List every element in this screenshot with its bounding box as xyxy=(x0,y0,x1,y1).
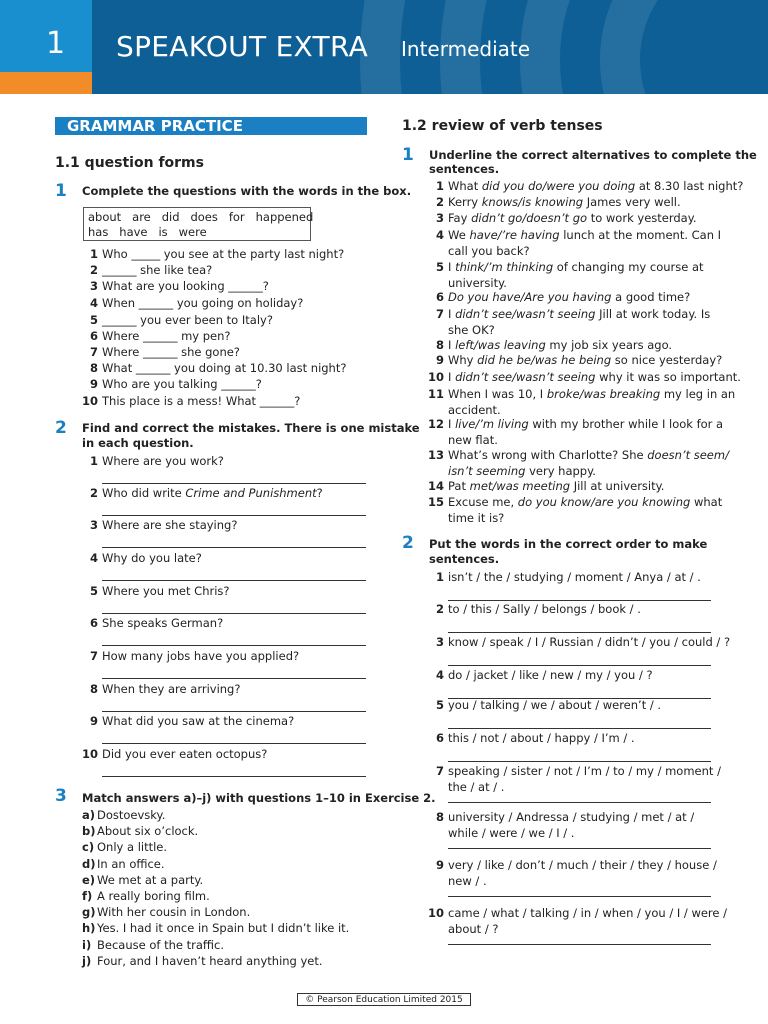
exercise-instruction: sentences. xyxy=(429,162,500,176)
item-text-part: When I was 10, I xyxy=(448,387,547,401)
book-level: Intermediate xyxy=(401,37,531,61)
sentence-item-continued xyxy=(448,464,728,480)
item-text xyxy=(448,370,741,386)
item-number: 15 xyxy=(428,495,445,509)
item-text xyxy=(448,338,672,354)
item-number: 10 xyxy=(82,394,99,408)
item-letter: a) xyxy=(82,808,96,822)
sentence-item-continued xyxy=(448,511,728,527)
answer-item xyxy=(82,921,372,937)
answer-item xyxy=(82,873,372,889)
answer-item xyxy=(82,889,372,905)
question-item xyxy=(82,518,372,534)
item-text: ______ she like tea? xyxy=(102,263,213,277)
item-text: ______ you ever been to Italy? xyxy=(102,313,273,327)
exercise-instruction: Put the words in the correct order to make xyxy=(429,537,708,551)
jumbled-sentence-continued: about / ? xyxy=(448,921,499,936)
item-alternatives: didn’t see/wasn’t seeing xyxy=(455,307,596,321)
item-number: 14 xyxy=(428,479,445,493)
item-letter: h) xyxy=(82,921,96,936)
question-item xyxy=(82,263,372,279)
answer-line xyxy=(448,728,711,729)
item-number: 10 xyxy=(82,747,99,761)
item-text-part: accident. xyxy=(448,402,501,417)
item-text xyxy=(448,260,704,276)
item-text: How many jobs have you applied? xyxy=(102,649,300,663)
item-number: 8 xyxy=(89,682,98,696)
item-text-part: I xyxy=(448,370,456,384)
item-text-part: Jill at university. xyxy=(570,479,665,493)
item-text: We met at a party. xyxy=(97,872,204,887)
item-number: 2 xyxy=(435,195,444,209)
sentence-item xyxy=(428,387,736,403)
answer-item xyxy=(82,857,372,873)
exercise-number: 1 xyxy=(402,145,414,165)
sentence-item xyxy=(428,228,722,244)
question-item xyxy=(82,486,372,502)
answer-line xyxy=(102,580,366,581)
item-text xyxy=(448,179,743,195)
item-alternatives: didn’t go/doesn’t go xyxy=(471,211,588,225)
item-text: university / Andressa / studying / met / at / xyxy=(448,810,695,824)
item-text: know / speak / I / Russian / didn’t / you / could / ? xyxy=(448,635,731,649)
item-number: 9 xyxy=(435,353,444,367)
item-text-part: so nice yesterday? xyxy=(611,353,723,367)
answer-item xyxy=(82,954,372,970)
item-text: What ______ you doing at 10.30 last night? xyxy=(102,361,347,375)
jumbled-sentence xyxy=(428,731,728,747)
item-alternatives: met/was meeting xyxy=(469,479,571,493)
item-alternatives: doesn’t seem/ xyxy=(647,448,729,462)
item-text: About six o’clock. xyxy=(97,824,199,839)
word-box-line: about are did does for happened xyxy=(88,210,314,224)
item-text: to / this / Sally / belongs / book / . xyxy=(448,602,641,616)
question-item xyxy=(82,361,372,377)
word-box xyxy=(83,207,314,241)
item-number: 3 xyxy=(435,211,444,225)
item-number: 4 xyxy=(435,668,444,682)
item-number: 6 xyxy=(89,329,98,343)
item-number: 7 xyxy=(435,307,444,321)
exercise-instruction: Underline the correct alternatives to complete the xyxy=(429,148,757,162)
item-number: 9 xyxy=(435,858,444,872)
question-item xyxy=(82,345,372,361)
jumbled-sentence xyxy=(428,858,728,874)
answer-item xyxy=(82,938,372,954)
item-text-part: James very well. xyxy=(583,195,681,209)
answer-line xyxy=(448,761,711,762)
item-text-part: Who did write xyxy=(102,486,186,500)
item-text: With her cousin in London. xyxy=(97,905,251,920)
jumbled-sentence xyxy=(428,906,728,922)
sentence-item xyxy=(428,479,718,495)
question-item xyxy=(82,313,372,329)
item-text-part: she OK? xyxy=(448,322,495,337)
item-text: Who are you talking ______? xyxy=(102,377,262,391)
item-number: 5 xyxy=(89,584,98,598)
item-text: What are you looking ______? xyxy=(102,279,269,293)
grammar-practice-banner: GRAMMAR PRACTICE xyxy=(55,117,367,135)
sentence-item-continued xyxy=(448,433,728,449)
sentence-item-continued xyxy=(448,323,728,339)
question-item xyxy=(82,584,372,600)
item-number: 1 xyxy=(435,179,444,193)
item-text: Where are you work? xyxy=(102,454,224,468)
item-number: 6 xyxy=(435,290,444,304)
header-ring-decoration xyxy=(600,0,768,94)
item-text-part: university. xyxy=(448,275,507,290)
question-item xyxy=(82,247,372,263)
sentence-item xyxy=(428,353,723,369)
item-number: 2 xyxy=(89,486,98,500)
item-text-part: my job six years ago. xyxy=(545,338,673,352)
item-text xyxy=(448,211,697,227)
item-letter: g) xyxy=(82,905,96,920)
item-text-part: call you back? xyxy=(448,243,530,258)
sentence-item xyxy=(428,260,718,276)
answer-item xyxy=(82,905,372,921)
jumbled-sentence-continued: while / were / we / I / . xyxy=(448,825,575,840)
item-text: Yes. I had it once in Spain but I didn’t like it. xyxy=(97,921,350,936)
item-number: 5 xyxy=(89,313,98,327)
item-text: Who _____ you see at the party last night? xyxy=(102,247,345,261)
item-number: 8 xyxy=(435,338,444,352)
answer-line xyxy=(102,645,366,646)
item-text: isn’t / the / studying / moment / Anya / at / . xyxy=(448,570,701,584)
unit-number-block xyxy=(0,0,92,72)
item-text: very / like / don’t / much / their / they / house / xyxy=(448,858,717,872)
sentence-item xyxy=(428,290,718,306)
question-item xyxy=(82,747,372,763)
item-text-part: a good time? xyxy=(611,290,691,304)
exercise-number: 3 xyxy=(55,786,67,806)
item-text-part: Fay xyxy=(448,211,472,225)
item-text: What did you saw at the cinema? xyxy=(102,714,295,728)
jumbled-sentence xyxy=(428,635,731,651)
item-number: 10 xyxy=(428,370,445,384)
item-alternatives: did he be/was he being xyxy=(477,353,612,367)
question-item xyxy=(82,682,372,698)
item-text xyxy=(448,387,735,403)
item-number: 4 xyxy=(435,228,444,242)
item-number: 1 xyxy=(89,454,98,468)
item-text-part: what xyxy=(690,495,723,509)
exercise-instruction: Complete the questions with the words in the box. xyxy=(82,184,412,198)
item-alternatives: have/’re having xyxy=(469,228,560,242)
item-text-part: to work yesterday. xyxy=(587,211,697,225)
item-number: 7 xyxy=(435,764,444,778)
jumbled-sentence xyxy=(428,570,728,586)
answer-line xyxy=(102,776,366,777)
exercise-instruction: Find and correct the mistakes. There is one mistake xyxy=(82,421,420,435)
item-text-part: of changing my course at xyxy=(553,260,704,274)
item-text-part: What xyxy=(448,179,482,193)
item-number: 3 xyxy=(435,635,444,649)
item-text-title: Crime and Punishment xyxy=(185,486,317,500)
item-number: 4 xyxy=(89,296,98,310)
item-text: Where you met Chris? xyxy=(102,584,230,598)
item-alternatives: did you do/were you doing xyxy=(481,179,636,193)
item-text: This place is a mess! What ______? xyxy=(102,394,301,408)
item-number: 3 xyxy=(89,518,98,532)
sentence-item xyxy=(428,370,741,386)
sentence-item xyxy=(428,211,718,227)
question-item xyxy=(82,279,372,295)
item-text xyxy=(448,290,690,306)
exercise-instruction: in each question. xyxy=(82,436,194,450)
answer-line xyxy=(448,896,711,897)
question-item xyxy=(82,616,372,632)
item-text: In an office. xyxy=(97,856,165,871)
item-number: 6 xyxy=(435,731,444,745)
item-text: Four, and I haven’t heard anything yet. xyxy=(97,953,323,968)
sentence-item xyxy=(428,338,718,354)
answer-line xyxy=(102,515,366,516)
item-text: this / not / about / happy / I’m / . xyxy=(448,731,635,745)
item-number: 2 xyxy=(435,602,444,616)
answer-line xyxy=(448,600,711,601)
item-number: 3 xyxy=(89,279,98,293)
item-letter: j) xyxy=(82,953,92,968)
exercise-number: 2 xyxy=(402,533,414,553)
item-text: you / talking / we / about / weren’t / . xyxy=(448,698,662,712)
jumbled-sentence xyxy=(428,602,728,618)
item-text-part: at 8.30 last night? xyxy=(635,179,744,193)
item-alternatives: live/’m living xyxy=(455,417,529,431)
exercise-instruction: sentences. xyxy=(429,552,500,566)
question-item xyxy=(82,296,372,312)
item-number: 8 xyxy=(435,810,444,824)
item-letter: c) xyxy=(82,840,95,855)
item-text-part: I xyxy=(448,417,456,431)
item-text xyxy=(448,479,664,495)
answer-line xyxy=(102,547,366,548)
section-title-verb-tenses: 1.2 review of verb tenses xyxy=(402,118,603,134)
item-text-part: Pat xyxy=(448,479,470,493)
item-number: 9 xyxy=(89,377,98,391)
item-letter: f) xyxy=(82,889,93,903)
item-text-part: time it is? xyxy=(448,510,505,525)
jumbled-sentence xyxy=(428,668,728,684)
item-text-part: Jill at work today. Is xyxy=(595,307,711,321)
item-alternatives: broke/was breaking xyxy=(546,387,661,401)
item-text: Where ______ she gone? xyxy=(102,345,240,359)
item-text: speaking / sister / not / I’m / to / my / moment / xyxy=(448,764,721,778)
item-text-part: very happy. xyxy=(525,463,596,478)
section-title-question-forms: 1.1 question forms xyxy=(55,155,204,171)
item-text-part: Kerry xyxy=(448,195,482,209)
item-letter: i) xyxy=(82,937,92,952)
question-item xyxy=(82,551,372,567)
jumbled-sentence xyxy=(428,810,728,826)
item-number: 7 xyxy=(89,345,98,359)
item-text-part: my leg in an xyxy=(660,387,736,401)
sentence-item xyxy=(428,179,744,195)
item-text-part: ? xyxy=(316,486,323,500)
item-number: 9 xyxy=(89,714,98,728)
sentence-item xyxy=(428,417,724,433)
answer-line xyxy=(448,848,711,849)
item-alternatives: Do you have/Are you having xyxy=(448,290,612,304)
answer-line xyxy=(102,613,366,614)
sentence-item xyxy=(428,448,729,464)
exercise-instruction: Match answers a)–j) with questions 1–10 in Exercise 2. xyxy=(82,791,436,805)
unit-number: 1 xyxy=(46,26,66,61)
item-text: A really boring film. xyxy=(97,889,210,903)
answer-line xyxy=(102,483,366,484)
item-alternatives: left/was leaving xyxy=(455,338,546,352)
question-item xyxy=(82,454,372,470)
item-text-part: lunch at the moment. Can I xyxy=(559,228,722,242)
question-item xyxy=(82,394,372,410)
item-text: She speaks German? xyxy=(102,616,224,630)
item-number: 11 xyxy=(428,387,445,401)
item-letter: d) xyxy=(82,856,96,871)
answer-item xyxy=(82,840,372,856)
answer-item xyxy=(82,824,372,840)
item-number: 7 xyxy=(89,649,98,663)
answer-line xyxy=(448,632,711,633)
answer-item xyxy=(82,808,372,824)
question-item xyxy=(82,377,372,393)
item-text: Why do you late? xyxy=(102,551,202,565)
item-number: 5 xyxy=(435,698,444,712)
item-alternatives: isn’t seeming xyxy=(448,463,526,478)
sentence-item xyxy=(428,307,718,323)
jumbled-sentence-continued: the / at / . xyxy=(448,779,505,794)
item-number: 5 xyxy=(435,260,444,274)
item-text-part: why it was so important. xyxy=(595,370,741,384)
item-letter: e) xyxy=(82,872,96,887)
exercise-number: 2 xyxy=(55,418,67,438)
item-text-part: with my brother while I look for a xyxy=(528,417,724,431)
item-number: 2 xyxy=(89,263,98,277)
item-text xyxy=(448,307,710,323)
item-text xyxy=(448,417,723,433)
item-text: Did you ever eaten octopus? xyxy=(102,747,268,761)
item-text: Dostoevsky. xyxy=(97,808,166,822)
item-alternatives: think/’m thinking xyxy=(455,260,554,274)
item-alternatives: knows/is knowing xyxy=(481,195,584,209)
question-item xyxy=(82,714,372,730)
copyright-footer: © Pearson Education Limited 2015 xyxy=(297,993,471,1006)
item-text-part: We xyxy=(448,228,470,242)
word-box-line: has have is were xyxy=(88,225,207,239)
item-text-part: new flat. xyxy=(448,432,498,447)
item-text xyxy=(102,486,323,502)
item-text xyxy=(448,353,722,369)
item-alternatives: didn’t see/wasn’t seeing xyxy=(455,370,596,384)
answer-line xyxy=(448,802,711,803)
question-item xyxy=(82,649,372,665)
item-text-part: What’s wrong with Charlotte? She xyxy=(448,448,648,462)
header-orange-bar xyxy=(0,72,92,94)
item-number: 10 xyxy=(428,906,445,920)
item-text xyxy=(448,495,722,511)
item-text-part: Why xyxy=(448,353,478,367)
jumbled-sentence-continued: new / . xyxy=(448,873,487,888)
item-text: do / jacket / like / new / my / you / ? xyxy=(448,668,653,682)
item-text: Where ______ my pen? xyxy=(102,329,231,343)
item-text-part: I xyxy=(448,338,456,352)
item-number: 8 xyxy=(89,361,98,375)
sentence-item xyxy=(428,195,718,211)
page-header xyxy=(0,0,768,94)
item-number: 4 xyxy=(89,551,98,565)
answer-line xyxy=(102,711,366,712)
answer-line xyxy=(448,944,711,945)
sentence-item xyxy=(428,495,723,511)
item-number: 6 xyxy=(89,616,98,630)
question-item xyxy=(82,329,372,345)
item-number: 12 xyxy=(428,417,445,431)
item-number: 1 xyxy=(89,247,98,261)
answer-line xyxy=(102,678,366,679)
item-text-part: I xyxy=(448,260,456,274)
answer-line xyxy=(448,665,711,666)
answer-line xyxy=(102,743,366,744)
item-text: Only a little. xyxy=(97,840,168,855)
item-text: When they are arriving? xyxy=(102,682,241,696)
item-text: When ______ you going on holiday? xyxy=(102,296,304,310)
item-text xyxy=(448,448,729,464)
item-number: 1 xyxy=(435,570,444,584)
item-text-part: I xyxy=(448,307,456,321)
jumbled-sentence xyxy=(428,764,728,780)
item-text: Where are she staying? xyxy=(102,518,238,532)
item-letter: b) xyxy=(82,824,96,839)
item-text xyxy=(448,228,721,244)
exercise-number: 1 xyxy=(55,181,67,201)
sentence-item-continued xyxy=(448,244,728,260)
item-number: 13 xyxy=(428,448,445,462)
item-text: Because of the traffic. xyxy=(97,937,224,952)
item-text: came / what / talking / in / when / you / I / were / xyxy=(448,906,728,920)
item-text-part: Excuse me, xyxy=(448,495,518,509)
book-title: SPEAKOUT EXTRA xyxy=(116,30,369,63)
jumbled-sentence xyxy=(428,698,728,714)
item-alternatives: do you know/are you knowing xyxy=(517,495,691,509)
item-text xyxy=(448,195,681,211)
